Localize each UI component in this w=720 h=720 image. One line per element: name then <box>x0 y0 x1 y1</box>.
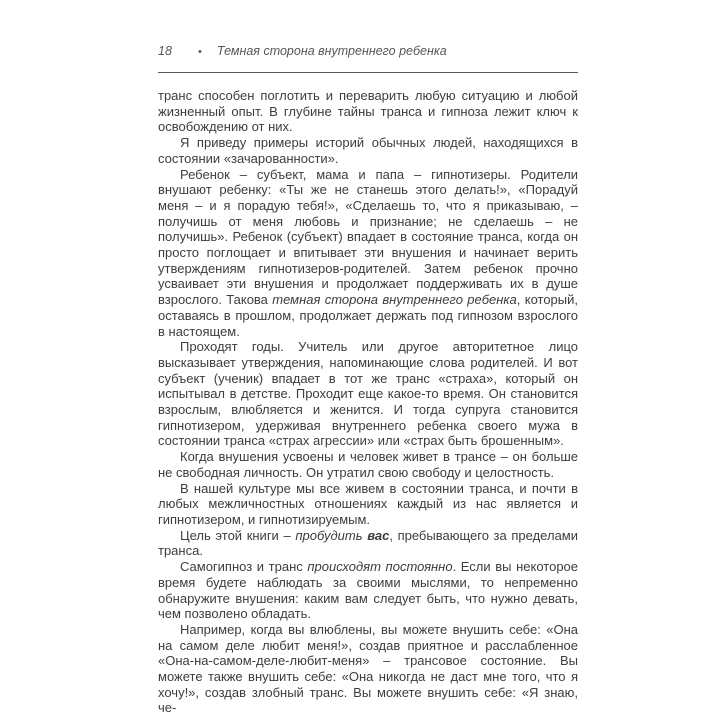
text-run: вас <box>367 527 390 543</box>
text-run: . Если вы некоторое время будете наблюдать за своими мыслями, то непременно обнаружите внушения: каким вам следует быть, что нужно девать, чем позволено обладать. <box>158 559 579 622</box>
paragraph <box>158 622 578 716</box>
text-run: пробудить <box>295 527 368 543</box>
text-run: , пребывающего за пределами транса. <box>158 527 578 559</box>
text-run: В нашей культуре мы все живем в состоянии транса, и почти в любых межличностных отношениях каждый из нас является и гипнотизером, и гипнотизируемым. <box>158 480 578 527</box>
running-title: Темная сторона внутреннего ребенка <box>216 44 447 58</box>
page-number: 18 <box>158 44 172 58</box>
text-run: Когда внушения усвоены и человек живет в трансе – он больше не свободная личность. Он утратил свою свободу и целостность. <box>158 449 578 480</box>
bullet-separator-icon: • <box>198 46 202 58</box>
text-run: транс способен поглотить и переварить любую ситуацию и любой жизненный опыт. В глубине тайны транса и гипноза лежит ключ к освобождению от них. <box>158 88 578 135</box>
paragraph <box>158 167 578 340</box>
body-text <box>158 88 578 716</box>
text-run: Например, когда вы влюблены, вы можете внушить себе: «Она на самом деле любит меня!», создав приятное и расслабленное «Она-на-самом-деле-любит-меня» – трансовое состояние. Вы можете также внушить себе: «Она никогда не даст мне того, что я хочу!», создав злобный транс. Вы можете внушить себе: «Я знаю, че- <box>158 621 578 716</box>
text-run: темная сторона внутреннего ребенка <box>272 292 517 308</box>
text-run: Проходят годы. Учитель или другое авторитетное лицо высказывает утверждения, напоминающие слова родителей. И вот субъект (ученик) впадает в тот же транс «страха», который он испытывал в детстве. Проходит еще какое-то время. Он становится взрослым, влюбляется и женится. И тогда супруга становится гипнотизером, удерживая внутреннего ребенка своего мужа в состоянии транса «страх агрессии» или «страх быть брошенным». <box>158 339 578 449</box>
paragraph <box>158 559 578 622</box>
text-run: Ребенок – субъект, мама и папа – гипнотизеры. Родители внушают ребенку: «Ты же не станешь этого делать!», «Порадуй меня – и я порадую тебя!», «Сделаешь то, что я приказываю, – получишь от меня любовь и признание; не сделаешь – не получишь». Ребенок (субъект) впадает в состояние транса, когда он просто поглощает и впитывает эти внушения и начинает верить утверждениям гипнотизеров-родителей. Затем ребенок прочно усваивает эти внушения и продолжает поддерживать их в душе взрослого. Такова <box>158 166 578 308</box>
paragraph <box>158 339 578 449</box>
paragraph <box>158 88 578 135</box>
paragraph <box>158 481 578 528</box>
page-header <box>158 44 578 60</box>
header-rule <box>158 72 578 73</box>
paragraph <box>158 528 578 559</box>
text-run: происходят постоянно <box>307 559 453 575</box>
text-run: Цель этой книги – <box>180 527 296 543</box>
text-run: Я приведу примеры историй обычных людей, находящихся в состоянии «зачарованности». <box>158 135 578 166</box>
text-run: , который, оставаясь в прошлом, продолжает держать под гипнозом взрослого в настоящем. <box>158 292 578 339</box>
paragraph <box>158 449 578 480</box>
text-run: Самогипноз и транс <box>180 559 308 575</box>
paragraph <box>158 135 578 166</box>
